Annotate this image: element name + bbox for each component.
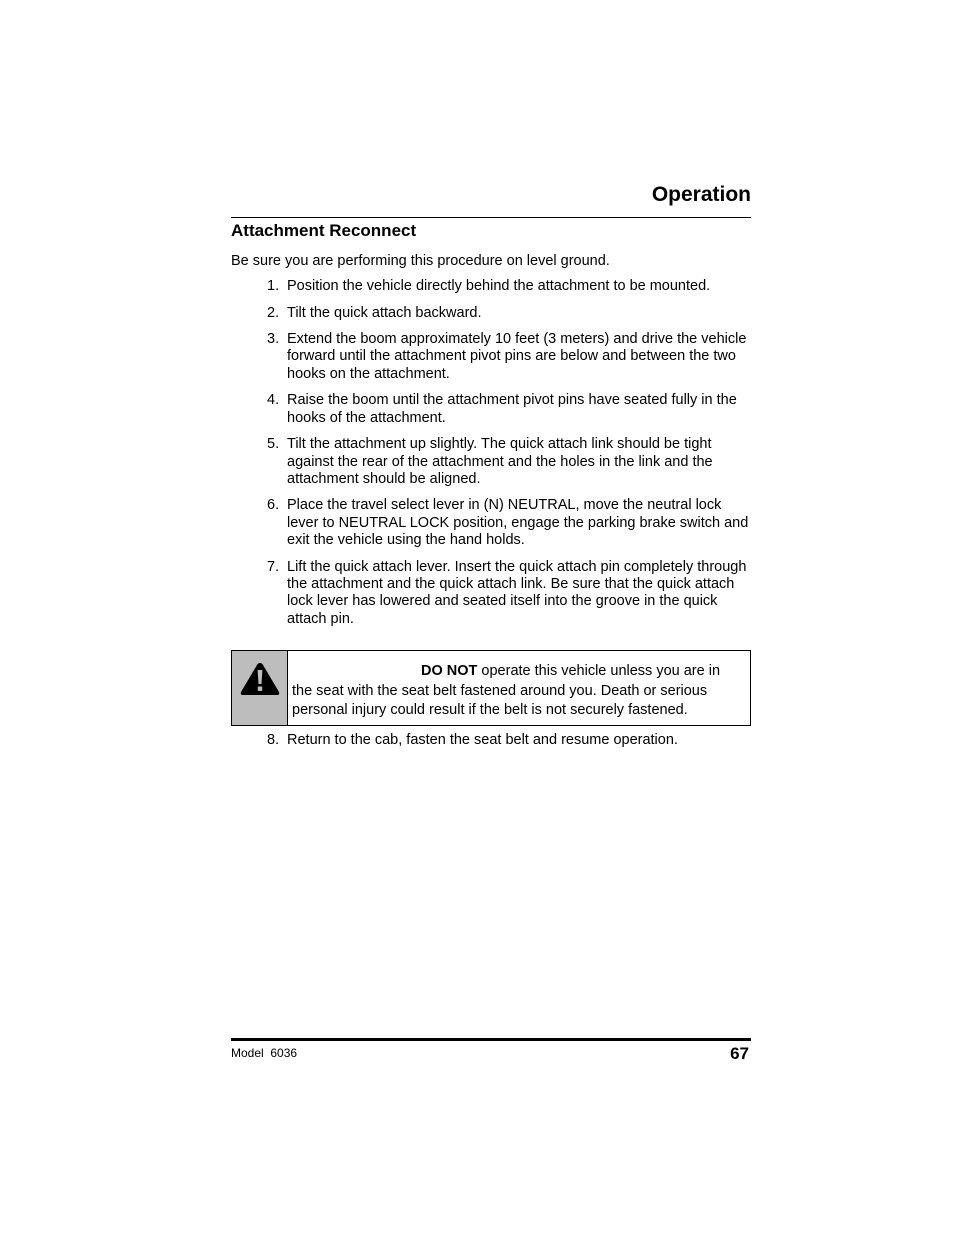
page-number: 67 bbox=[730, 1044, 749, 1063]
step-text: Return to the cab, fasten the seat belt and resume operation. bbox=[287, 732, 678, 748]
warning-box bbox=[231, 650, 751, 726]
procedure-step bbox=[267, 497, 751, 549]
step-text: Tilt the quick attach backward. bbox=[287, 304, 482, 321]
procedure-steps bbox=[267, 278, 751, 637]
step-number: 6. bbox=[267, 497, 280, 514]
header-rule bbox=[231, 217, 751, 218]
step-number: 3. bbox=[267, 331, 280, 348]
step-number: 1. bbox=[267, 278, 280, 294]
procedure-step bbox=[267, 559, 751, 628]
procedure-step bbox=[267, 732, 751, 749]
step-number: 7. bbox=[267, 558, 280, 575]
step-text: Tilt the attachment up slightly. The quick attach link should be tight against the rear of the attachment and the holes in the link and the attachment should be aligned. bbox=[287, 436, 713, 487]
step-number: 8. bbox=[267, 732, 280, 748]
warning-message: operate this vehicle unless you are in the seat with the seat belt fastened around you. Death or serious personal injury could result if the belt is not securely fastened. bbox=[292, 663, 721, 718]
procedure-step bbox=[267, 278, 751, 295]
section-title: Operation bbox=[651, 183, 751, 206]
footer-rule bbox=[231, 1038, 751, 1041]
final-step-list bbox=[267, 732, 751, 749]
procedure-step bbox=[267, 392, 751, 427]
step-number: 5. bbox=[267, 436, 280, 453]
warning-icon-cell bbox=[232, 651, 288, 725]
intro-paragraph: Be sure you are performing this procedure on level ground. bbox=[231, 253, 610, 269]
step-number: 4. bbox=[267, 392, 280, 409]
step-text: Raise the boom until the attachment pivot pins have seated fully in the hooks of the attachment. bbox=[287, 392, 737, 426]
subsection-heading: Attachment Reconnect bbox=[231, 221, 417, 240]
procedure-step bbox=[267, 331, 751, 383]
warning-emphasis: DO NOT bbox=[421, 663, 478, 679]
step-number: 2. bbox=[267, 304, 280, 321]
step-text: Lift the quick attach lever. Insert the quick attach pin completely through the attachment and the quick attach link. Be sure that the quick attach lock lever has lowered and seated itself into the groove in the quick attach pin. bbox=[287, 558, 747, 627]
step-text: Extend the boom approximately 10 feet (3 meters) and drive the vehicle forward until the attachment pivot pins are below and between the two hooks on the attachment. bbox=[287, 331, 747, 382]
procedure-step bbox=[267, 436, 751, 488]
step-text: Place the travel select lever in (N) NEUTRAL, move the neutral lock lever to NEUTRAL LOCK position, engage the parking brake switch and exit the vehicle using the hand holds. bbox=[287, 497, 749, 549]
warning-triangle-icon bbox=[239, 661, 281, 697]
step-text: Position the vehicle directly behind the attachment to be mounted. bbox=[287, 278, 711, 294]
procedure-step bbox=[267, 305, 751, 322]
warning-text bbox=[288, 651, 750, 725]
footer-model: Model 6036 bbox=[231, 1046, 298, 1060]
